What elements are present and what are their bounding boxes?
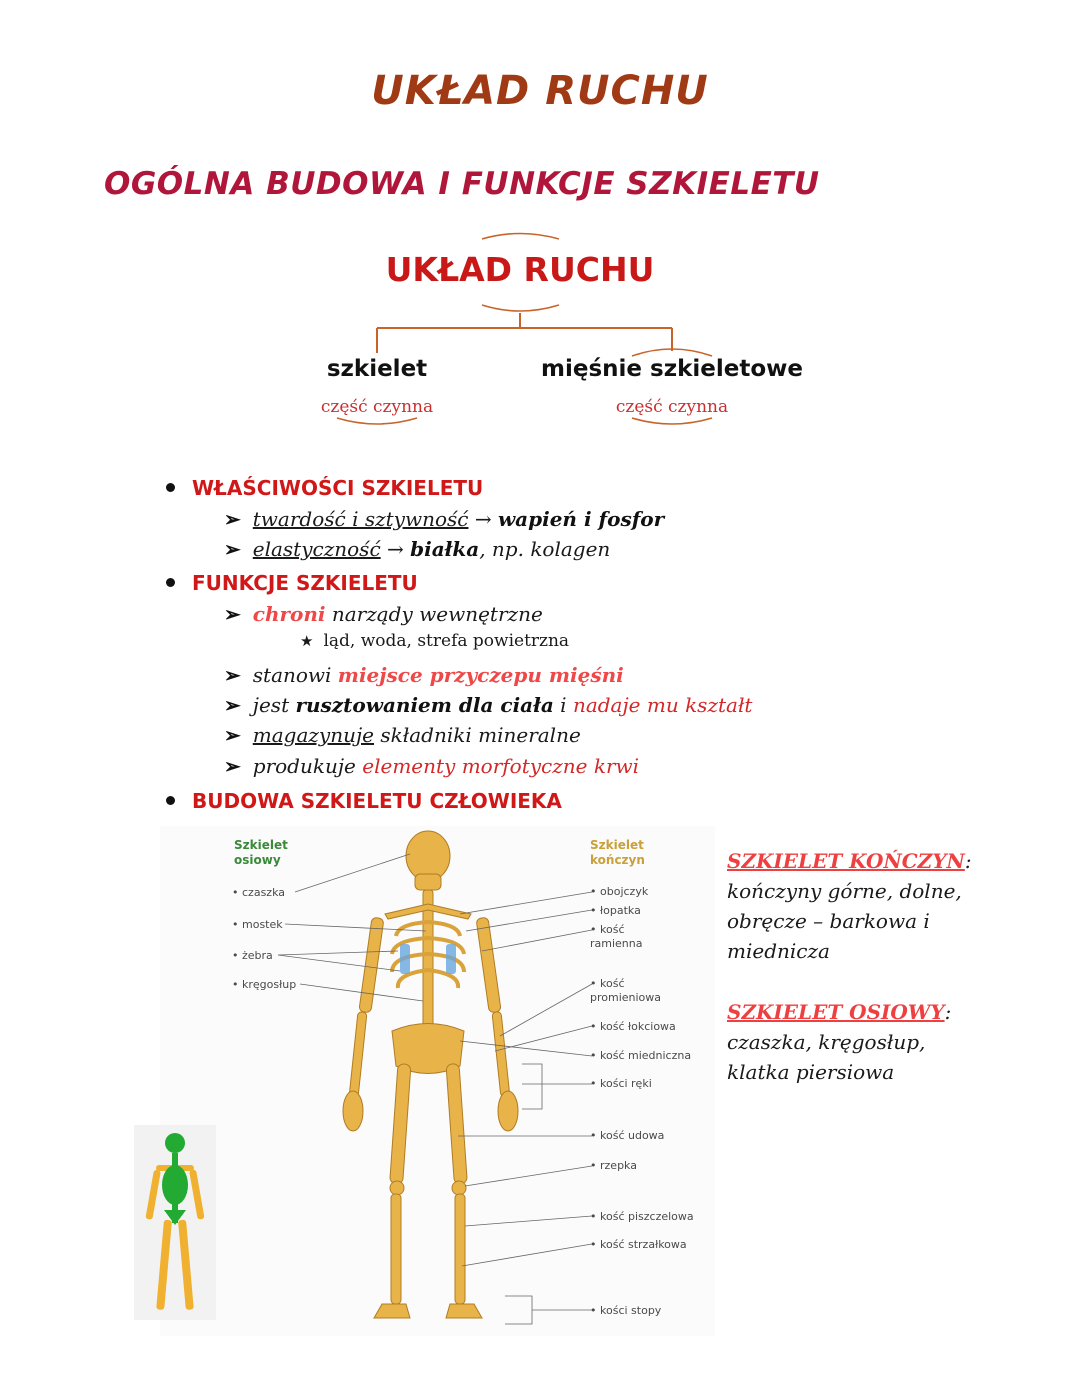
limb-label: • kość strzałkowa	[590, 1238, 687, 1251]
limb-label: • kości ręki	[590, 1077, 652, 1090]
function-subitem: ★ ląd, woda, strefa powietrzna	[300, 631, 570, 651]
star-icon: ★	[300, 632, 314, 650]
axial-label: • czaszka	[232, 886, 285, 899]
branch-muscles-label: mięśnie szkieletowe	[541, 356, 803, 382]
limb-label: • kość promieniowa	[590, 977, 662, 1004]
function-item: ➢ magazynuje składniki mineralne	[224, 723, 581, 747]
structure-heading: BUDOWA SZKIELETU CZŁOWIEKA	[166, 789, 562, 813]
limb-label: • kość miedniczna	[590, 1049, 692, 1062]
limb-label: • kości stopy	[590, 1304, 662, 1317]
function-item: ➢ stanowi miejsce przyczepu mięśni	[224, 663, 624, 687]
function-item: ➢ produkuje elementy morfotyczne krwi	[224, 754, 640, 778]
functions-heading: FUNKCJE SZKIELETU	[166, 571, 418, 595]
property-item: ➢ twardość i sztywność → wapień i fosfor	[224, 507, 665, 531]
limb-label: • obojczyk	[590, 885, 649, 898]
axial-label: • kręgosłup	[232, 978, 297, 991]
branch-muscles-sub: część czynna	[615, 397, 729, 417]
side-note-limbs: SZKIELET KOŃCZYN: kończyny górne, dolne, obręcze – barkowa i miednicza	[727, 849, 972, 963]
axial-skeleton-thumbnail	[134, 1125, 216, 1320]
diagram-root: UKŁAD RUCHU	[385, 250, 655, 289]
section-title: OGÓLNA BUDOWA I FUNKCJE SZKIELETU	[104, 166, 820, 202]
axial-label: • żebra	[232, 949, 273, 962]
limb-label: • kość łokciowa	[590, 1020, 676, 1033]
skeleton-figure	[160, 826, 715, 1336]
limb-label: • rzepka	[590, 1159, 637, 1172]
properties-heading: WŁAŚCIWOŚCI SZKIELETU	[166, 476, 483, 500]
page-title: UKŁAD RUCHU	[371, 68, 709, 114]
limb-label: • łopatka	[590, 904, 641, 917]
function-item: ➢ chroni narządy wewnętrzne	[224, 602, 543, 626]
side-note-axial: SZKIELET OSIOWY: czaszka, kręgosłup, klatka piersiowa	[727, 1000, 952, 1084]
limb-label: • kość udowa	[590, 1129, 665, 1142]
limb-label: • kość piszczelowa	[590, 1210, 694, 1223]
axial-label: • mostek	[232, 918, 283, 931]
branch-skeleton-label: szkielet	[326, 356, 428, 382]
property-item: ➢ elastyczność → białka, np. kolagen	[224, 537, 611, 561]
axial-group-label: Szkielet osiowy	[234, 838, 288, 867]
limb-group-label: Szkielet kończyn	[590, 838, 645, 867]
limb-label: • kość ramienna	[590, 923, 643, 950]
branch-skeleton-sub: część czynna	[320, 397, 434, 417]
function-item: ➢ jest rusztowaniem dla ciała i nadaje mu kształt	[224, 693, 753, 717]
